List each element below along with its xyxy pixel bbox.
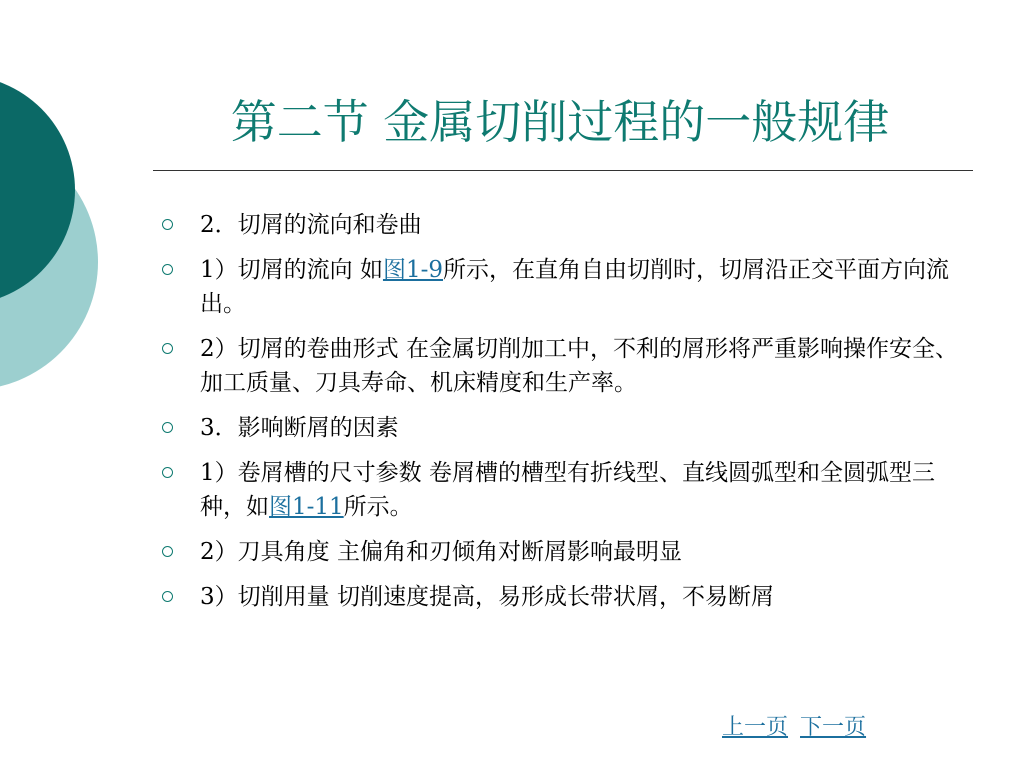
bullet-text: 所示。 (343, 494, 413, 520)
bullet-text: 1）卷屑槽的尺寸参数 卷屑槽的槽型有折线型、直线圆弧型和全圆弧型三种，如 (200, 460, 935, 520)
bullet-text: 1）切屑的流向 如 (200, 257, 383, 283)
circle-bullet-icon (162, 343, 173, 354)
circle-bullet-icon (162, 422, 173, 433)
next-page-link[interactable]: 下一页 (800, 715, 867, 740)
bullet-item (160, 411, 970, 445)
bullet-item (160, 208, 970, 242)
circle-bullet-icon (162, 264, 173, 275)
bullet-text: 2）切屑的卷曲形式 在金属切削加工中，不利的屑形将严重影响操作安全、加工质量、刀具寿命、机床精度和生产率。 (200, 336, 958, 396)
prev-page-link[interactable]: 上一页 (722, 715, 789, 740)
bullet-text: 2）刀具角度 主偏角和刃倾角对断屑影响最明显 (200, 539, 682, 565)
circle-bullet-icon (162, 591, 173, 602)
circle-bullet-icon (162, 467, 173, 478)
page-navigation (722, 714, 866, 742)
bullet-item (160, 456, 970, 524)
bullet-item (160, 332, 970, 400)
bullet-text: 所示，在直角自由切削时，切屑沿正交平面方向流出。 (200, 257, 949, 317)
title-divider (153, 170, 973, 171)
circle-bullet-icon (162, 219, 173, 230)
bullet-item (160, 253, 970, 321)
bullet-text: 3．影响断屑的因素 (200, 415, 399, 441)
slide-title: 第二节 金属切削过程的一般规律 (230, 95, 890, 149)
bullet-item (160, 580, 970, 614)
figure-link-1-9[interactable]: 图1-9 (382, 257, 443, 283)
circle-bullet-icon (162, 546, 173, 557)
bullet-item (160, 535, 970, 569)
figure-link-1-11[interactable]: 图1-11 (269, 494, 344, 520)
bullet-list (160, 208, 970, 625)
bullet-text: 2．切屑的流向和卷曲 (200, 212, 422, 238)
bullet-text: 3）切削用量 切削速度提高，易形成长带状屑，不易断屑 (200, 584, 774, 610)
decorative-circles (0, 0, 140, 420)
